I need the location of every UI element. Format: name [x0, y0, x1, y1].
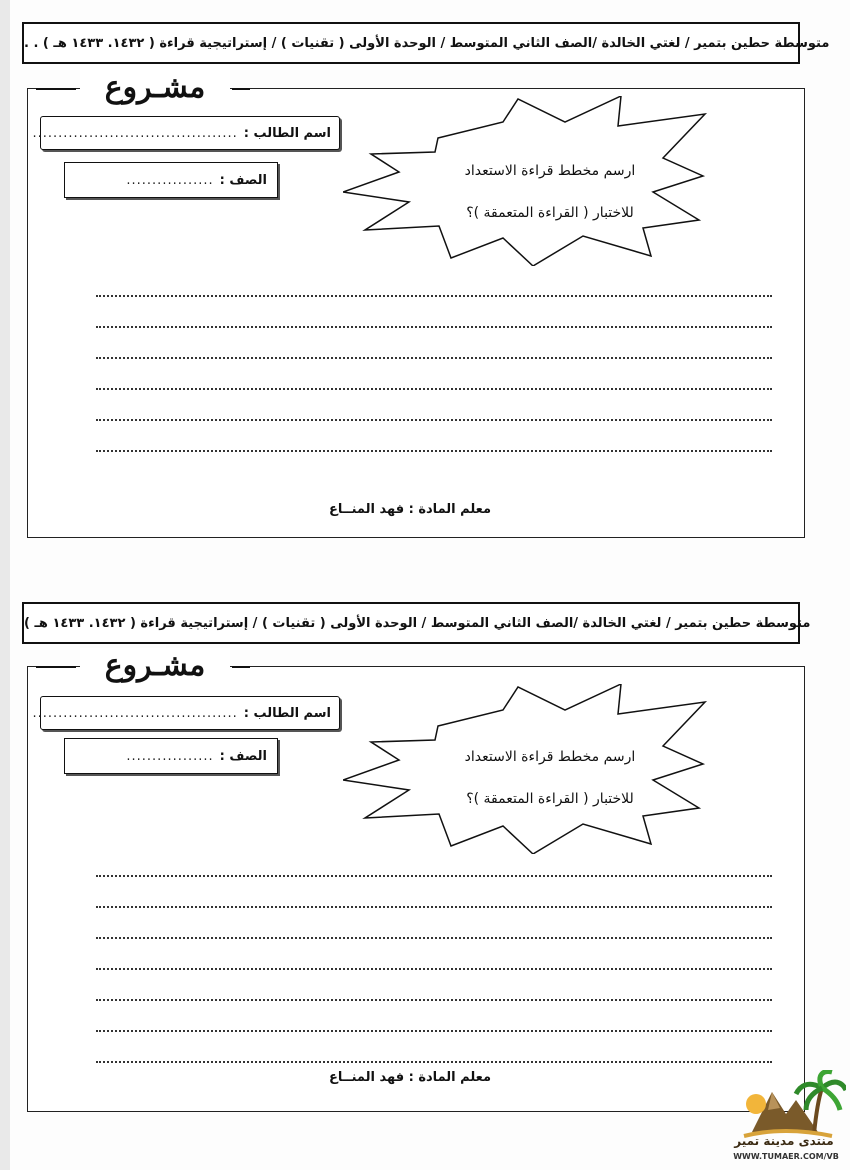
header-box	[22, 22, 830, 64]
student-name-label: اسم الطالب :	[243, 705, 331, 721]
student-name-label: اسم الطالب :	[243, 125, 331, 141]
answer-line[interactable]	[96, 421, 772, 452]
answer-line[interactable]	[96, 1001, 772, 1032]
answer-line[interactable]	[96, 846, 772, 877]
title-rule-left	[36, 88, 76, 90]
class-field[interactable]: .................	[126, 172, 214, 188]
task-text	[430, 736, 670, 820]
task-line-1: ارسم مخطط قراءة الاستعداد	[464, 749, 636, 765]
student-name-field[interactable]: ........................................	[32, 125, 238, 141]
task-line-2: للاختبار ( القراءة المتعمقة )؟	[466, 791, 634, 807]
page-title: مشـروع	[104, 647, 206, 683]
title-rule-right	[232, 666, 250, 668]
task-line-2: للاختبار ( القراءة المتعمقة )؟	[466, 205, 634, 221]
header-text: متوسطة حطين بتمير / لغتي الخالدة /الصف الثاني المتوسط / الوحدة الأولى ( تقنيات ) / إستراتيجية قراءة ( ١٤٣٢. ١٤٣٣ هـ )	[24, 615, 811, 631]
title-wrap	[80, 648, 230, 682]
class-label: الصف :	[219, 172, 267, 188]
task-text	[430, 150, 670, 234]
task-line-1: ارسم مخطط قراءة الاستعداد	[464, 163, 636, 179]
answer-line[interactable]	[96, 297, 772, 328]
class-box	[64, 738, 278, 774]
logo-text: منتدى مدينة تمير	[734, 1134, 834, 1148]
header-box	[22, 602, 811, 644]
answer-line[interactable]	[96, 877, 772, 908]
student-name-field[interactable]: ........................................	[32, 705, 238, 721]
class-box	[64, 162, 278, 198]
answer-line[interactable]	[96, 1032, 772, 1063]
class-label: الصف :	[219, 748, 267, 764]
answer-line[interactable]	[96, 328, 772, 359]
student-name-box	[32, 696, 340, 730]
teacher-signature: معلم المادة : فهد المنــاع	[328, 1070, 492, 1085]
answer-line[interactable]	[96, 908, 772, 939]
title-rule-left	[36, 666, 76, 668]
answer-lines[interactable]	[96, 846, 772, 1063]
answer-line[interactable]	[96, 970, 772, 1001]
answer-lines[interactable]	[96, 266, 772, 452]
student-name-box	[32, 116, 340, 150]
teacher-signature: معلم المادة : فهد المنــاع	[328, 502, 492, 517]
header-text: متوسطة حطين بتمير / لغتي الخالدة /الصف الثاني المتوسط / الوحدة الأولى ( تقنيات ) / إستراتيجية قراءة ( ١٤٣٢. ١٤٣٣ هـ ) . .	[24, 35, 830, 51]
answer-line[interactable]	[96, 266, 772, 297]
answer-line[interactable]	[96, 390, 772, 421]
answer-line[interactable]	[96, 359, 772, 390]
title-wrap	[80, 70, 230, 104]
page-title: مشـروع	[104, 69, 206, 105]
title-rule-right	[232, 88, 250, 90]
class-field[interactable]: .................	[126, 748, 214, 764]
logo-url: WWW.TUMAER.COM/VB	[733, 1152, 839, 1161]
answer-line[interactable]	[96, 939, 772, 970]
